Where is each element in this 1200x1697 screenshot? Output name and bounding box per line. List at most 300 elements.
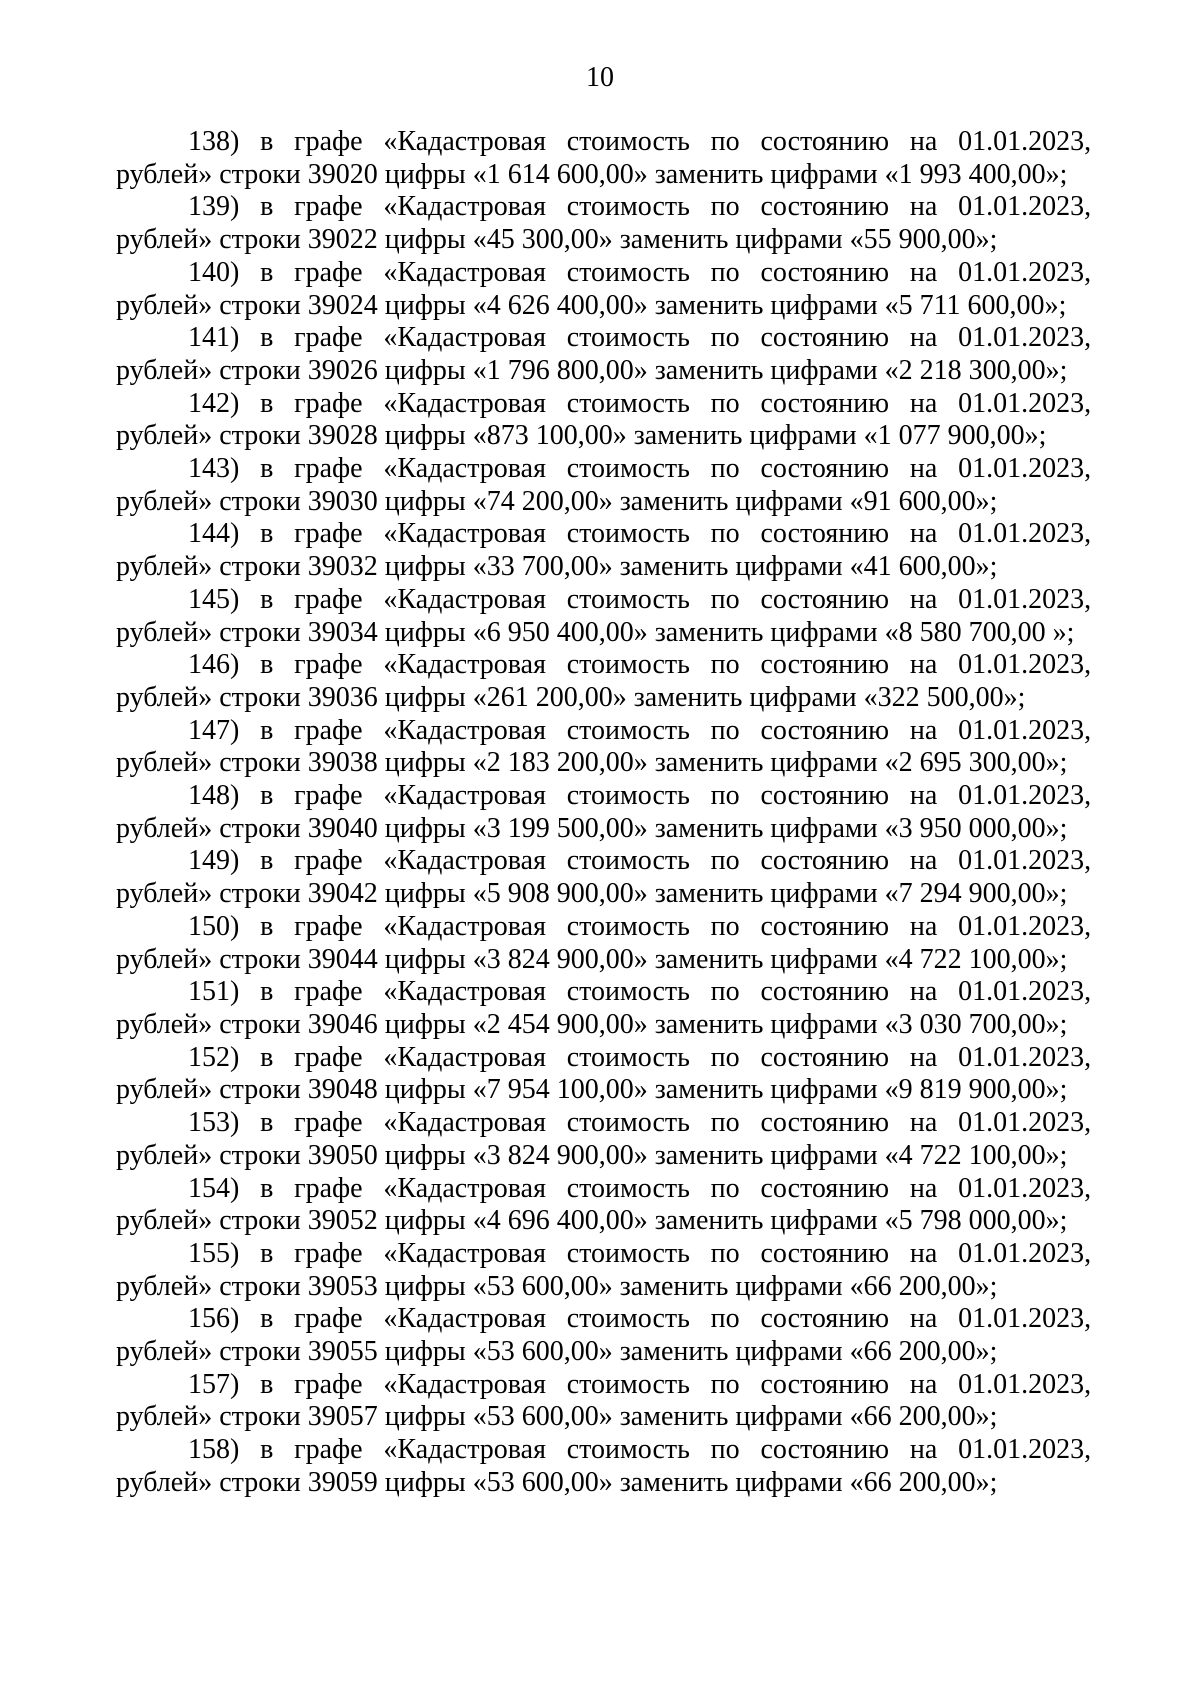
heading-word: 01.01.2023,: [958, 910, 1092, 942]
heading-word: «Кадастровая: [383, 845, 546, 877]
closing-punctuation: »;: [1044, 289, 1067, 321]
heading-word: графе: [294, 1107, 363, 1139]
heading-word: состоянию: [760, 649, 890, 681]
item-number: 147): [188, 714, 240, 746]
heading-word: по: [710, 910, 740, 942]
heading-word: графе: [294, 256, 363, 288]
old-value: 74 200,00: [486, 485, 599, 517]
rubles-row-text: рублей» строки: [116, 289, 308, 321]
heading-word: по: [710, 518, 740, 550]
item-number: 153): [188, 1107, 240, 1139]
heading-word: «Кадастровая: [383, 1434, 546, 1466]
heading-word: «Кадастровая: [383, 453, 546, 485]
closing-punctuation: »;: [1045, 158, 1068, 190]
old-value: 4 626 400,00: [486, 289, 634, 321]
amendment-line-detail: [116, 682, 1091, 715]
amendment-line-detail: [116, 551, 1091, 584]
heading-word: 01.01.2023,: [958, 1237, 1092, 1269]
heading-word: в: [260, 126, 274, 157]
heading-word: «Кадастровая: [383, 1172, 546, 1204]
amendment-list: [116, 126, 1091, 1500]
heading-word: «Кадастровая: [383, 322, 546, 354]
old-value: 1 796 800,00: [486, 354, 634, 386]
amendment-line-heading: [116, 780, 1091, 813]
new-value: 1 993 400,00: [898, 158, 1046, 190]
digits-text: цифры «: [377, 943, 487, 975]
old-value: 53 600,00: [486, 1270, 599, 1302]
heading-word: в: [260, 780, 274, 812]
item-number: 156): [188, 1303, 240, 1335]
old-value: 5 908 900,00: [486, 878, 634, 910]
heading-word: графе: [294, 910, 363, 942]
amendment-line-detail: [116, 1271, 1091, 1304]
heading-word: стоимость: [566, 1434, 690, 1466]
heading-word: на: [909, 649, 938, 681]
amendment-item: [116, 780, 1091, 845]
item-number: 154): [188, 1172, 240, 1204]
new-value: 66 200,00: [863, 1401, 976, 1433]
amendment-item: [116, 715, 1091, 780]
item-number: 148): [188, 780, 240, 812]
row-number: 39059: [307, 1466, 378, 1498]
old-value: 6 950 400,00: [486, 616, 634, 648]
row-number: 39032: [307, 551, 378, 583]
replace-text: » заменить цифрами «: [612, 681, 878, 713]
digits-text: цифры «: [377, 420, 487, 452]
heading-word: «Кадастровая: [383, 387, 546, 419]
amendment-line-heading: [116, 1173, 1091, 1206]
amendment-item: [116, 649, 1091, 714]
heading-word: графе: [294, 583, 363, 615]
amendment-item: [116, 1434, 1091, 1499]
heading-word: в: [260, 256, 274, 288]
item-number: 139): [188, 191, 240, 223]
new-value: 1 077 900,00: [877, 420, 1025, 452]
rubles-row-text: рублей» строки: [116, 158, 308, 190]
amendment-item: [116, 584, 1091, 649]
rubles-row-text: рублей» строки: [116, 1466, 308, 1498]
heading-word: на: [909, 714, 938, 746]
heading-word: стоимость: [566, 256, 690, 288]
heading-word: стоимость: [566, 453, 690, 485]
heading-word: состоянию: [760, 1041, 890, 1073]
heading-word: стоимость: [566, 1237, 690, 1269]
closing-punctuation: »;: [1045, 1074, 1068, 1106]
replace-text: » заменить цифрами «: [598, 1401, 864, 1433]
rubles-row-text: рублей» строки: [116, 1139, 308, 1171]
rubles-row-text: рублей» строки: [116, 354, 308, 386]
amendment-line-detail: [116, 1009, 1091, 1042]
row-number: 39053: [307, 1270, 378, 1302]
heading-word: состоянию: [760, 1172, 890, 1204]
item-number: 138): [188, 126, 240, 157]
digits-text: цифры «: [377, 878, 487, 910]
amendment-line-detail: [116, 355, 1091, 388]
heading-word: на: [909, 191, 938, 223]
heading-word: «Кадастровая: [383, 583, 546, 615]
heading-word: стоимость: [566, 518, 690, 550]
amendment-line-heading: [116, 257, 1091, 290]
amendment-line-heading: [116, 976, 1091, 1009]
rubles-row-text: рублей» строки: [116, 1401, 308, 1433]
heading-word: графе: [294, 976, 363, 1008]
heading-word: на: [909, 1107, 938, 1139]
replace-text: » заменить цифрами «: [633, 616, 899, 648]
heading-word: графе: [294, 453, 363, 485]
heading-word: «Кадастровая: [383, 1107, 546, 1139]
heading-word: графе: [294, 1172, 363, 1204]
replace-text: » заменить цифрами «: [633, 812, 899, 844]
row-number: 39044: [307, 943, 378, 975]
heading-word: состоянию: [760, 453, 890, 485]
replace-text: » заменить цифрами «: [633, 1074, 899, 1106]
heading-word: «Кадастровая: [383, 256, 546, 288]
closing-punctuation: »;: [1045, 1139, 1068, 1171]
heading-word: на: [909, 1237, 938, 1269]
digits-text: цифры «: [377, 747, 487, 779]
amendment-line-detail: [116, 1401, 1091, 1434]
heading-word: 01.01.2023,: [958, 1303, 1092, 1335]
row-number: 39050: [307, 1139, 378, 1171]
heading-word: 01.01.2023,: [958, 126, 1092, 157]
heading-word: в: [260, 649, 274, 681]
heading-word: состоянию: [760, 1303, 890, 1335]
old-value: 53 600,00: [486, 1336, 599, 1368]
old-value: 261 200,00: [486, 681, 613, 713]
heading-word: «Кадастровая: [383, 1041, 546, 1073]
amendment-item: [116, 1107, 1091, 1172]
heading-word: в: [260, 1237, 274, 1269]
heading-word: 01.01.2023,: [958, 1368, 1092, 1400]
closing-punctuation: »;: [975, 551, 998, 583]
heading-word: по: [710, 1434, 740, 1466]
amendment-line-heading: [116, 388, 1091, 421]
new-value: 41 600,00: [863, 551, 976, 583]
amendment-line-heading: [116, 1107, 1091, 1140]
heading-word: состоянию: [760, 191, 890, 223]
closing-punctuation: »;: [975, 1401, 998, 1433]
replace-text: » заменить цифрами «: [633, 158, 899, 190]
replace-text: » заменить цифрами «: [598, 551, 864, 583]
new-value: 66 200,00: [863, 1466, 976, 1498]
new-value: 7 294 900,00: [898, 878, 1046, 910]
amendment-line-heading: [116, 584, 1091, 617]
replace-text: » заменить цифрами «: [633, 1205, 899, 1237]
item-number: 140): [188, 256, 240, 288]
amendment-line-heading: [116, 322, 1091, 355]
new-value: 3 950 000,00: [898, 812, 1046, 844]
heading-word: в: [260, 714, 274, 746]
heading-word: состоянию: [760, 518, 890, 550]
rubles-row-text: рублей» строки: [116, 747, 308, 779]
heading-word: 01.01.2023,: [958, 453, 1092, 485]
heading-word: в: [260, 453, 274, 485]
new-value: 66 200,00: [863, 1336, 976, 1368]
new-value: 2 695 300,00: [898, 747, 1046, 779]
new-value: 91 600,00: [863, 485, 976, 517]
heading-word: в: [260, 1434, 274, 1466]
heading-word: графе: [294, 714, 363, 746]
amendment-line-heading: [116, 1303, 1091, 1336]
rubles-row-text: рублей» строки: [116, 878, 308, 910]
heading-word: состоянию: [760, 583, 890, 615]
new-value: 66 200,00: [863, 1270, 976, 1302]
row-number: 39026: [307, 354, 378, 386]
digits-text: цифры «: [377, 1336, 487, 1368]
new-value: 55 900,00: [863, 224, 976, 256]
heading-word: 01.01.2023,: [958, 1107, 1092, 1139]
heading-word: стоимость: [566, 126, 690, 157]
heading-word: по: [710, 126, 740, 157]
row-number: 39040: [307, 812, 378, 844]
new-value: 3 030 700,00: [898, 1008, 1046, 1040]
heading-word: состоянию: [760, 780, 890, 812]
digits-text: цифры «: [377, 224, 487, 256]
row-number: 39034: [307, 616, 378, 648]
heading-word: графе: [294, 1434, 363, 1466]
amendment-line-heading: [116, 1369, 1091, 1402]
heading-word: состоянию: [760, 387, 890, 419]
heading-word: по: [710, 453, 740, 485]
digits-text: цифры «: [377, 289, 487, 321]
row-number: 39036: [307, 681, 378, 713]
heading-word: «Кадастровая: [383, 126, 546, 157]
heading-word: состоянию: [760, 1434, 890, 1466]
replace-text: » заменить цифрами «: [612, 420, 878, 452]
digits-text: цифры «: [377, 354, 487, 386]
replace-text: » заменить цифрами «: [598, 224, 864, 256]
item-number: 141): [188, 322, 240, 354]
rubles-row-text: рублей» строки: [116, 224, 308, 256]
heading-word: 01.01.2023,: [958, 191, 1092, 223]
replace-text: » заменить цифрами «: [633, 1139, 899, 1171]
closing-punctuation: »;: [1045, 354, 1068, 386]
heading-word: состоянию: [760, 126, 890, 157]
new-value: 322 500,00: [877, 681, 1004, 713]
heading-word: стоимость: [566, 387, 690, 419]
heading-word: графе: [294, 518, 363, 550]
heading-word: стоимость: [566, 322, 690, 354]
amendment-line-detail: [116, 224, 1091, 257]
item-number: 150): [188, 910, 240, 942]
heading-word: на: [909, 1368, 938, 1400]
old-value: 2 183 200,00: [486, 747, 634, 779]
item-number: 151): [188, 976, 240, 1008]
heading-word: в: [260, 1041, 274, 1073]
amendment-line-detail: [116, 878, 1091, 911]
amendment-line-heading: [116, 1042, 1091, 1075]
rubles-row-text: рублей» строки: [116, 485, 308, 517]
replace-text: » заменить цифрами «: [598, 1270, 864, 1302]
heading-word: «Кадастровая: [383, 191, 546, 223]
heading-word: «Кадастровая: [383, 910, 546, 942]
amendment-line-detail: [116, 420, 1091, 453]
heading-word: состоянию: [760, 845, 890, 877]
heading-word: графе: [294, 845, 363, 877]
heading-word: состоянию: [760, 322, 890, 354]
row-number: 39038: [307, 747, 378, 779]
heading-word: по: [710, 1303, 740, 1335]
heading-word: по: [710, 256, 740, 288]
new-value: 8 580 700,00: [898, 616, 1046, 648]
heading-word: графе: [294, 322, 363, 354]
heading-word: на: [909, 1041, 938, 1073]
amendment-line-heading: [116, 1434, 1091, 1467]
heading-word: на: [909, 1303, 938, 1335]
amendment-line-detail: [116, 290, 1091, 323]
closing-punctuation: »;: [1045, 878, 1068, 910]
amendment-item: [116, 126, 1091, 191]
heading-word: «Кадастровая: [383, 976, 546, 1008]
digits-text: цифры «: [377, 681, 487, 713]
rubles-row-text: рублей» строки: [116, 1205, 308, 1237]
amendment-line-detail: [116, 617, 1091, 650]
row-number: 39048: [307, 1074, 378, 1106]
heading-word: состоянию: [760, 1107, 890, 1139]
closing-punctuation: »;: [975, 1270, 998, 1302]
closing-punctuation: »;: [975, 1466, 998, 1498]
heading-word: 01.01.2023,: [958, 518, 1092, 550]
amendment-line-heading: [116, 649, 1091, 682]
new-value: 2 218 300,00: [898, 354, 1046, 386]
heading-word: по: [710, 387, 740, 419]
digits-text: цифры «: [377, 1466, 487, 1498]
heading-word: стоимость: [566, 1107, 690, 1139]
item-number: 149): [188, 845, 240, 877]
heading-word: 01.01.2023,: [958, 387, 1092, 419]
amendment-item: [116, 976, 1091, 1041]
old-value: 53 600,00: [486, 1466, 599, 1498]
heading-word: состоянию: [760, 1237, 890, 1269]
heading-word: графе: [294, 1041, 363, 1073]
item-number: 158): [188, 1434, 240, 1466]
heading-word: 01.01.2023,: [958, 845, 1092, 877]
amendment-line-detail: [116, 1336, 1091, 1369]
heading-word: 01.01.2023,: [958, 583, 1092, 615]
closing-punctuation: »;: [1045, 943, 1068, 975]
heading-word: в: [260, 387, 274, 419]
amendment-line-heading: [116, 518, 1091, 551]
amendment-item: [116, 453, 1091, 518]
heading-word: 01.01.2023,: [958, 1434, 1092, 1466]
item-number: 146): [188, 649, 240, 681]
heading-word: «Кадастровая: [383, 518, 546, 550]
heading-word: на: [909, 780, 938, 812]
closing-punctuation: »;: [975, 224, 998, 256]
replace-text: » заменить цифрами «: [633, 943, 899, 975]
heading-word: по: [710, 1107, 740, 1139]
new-value: 5 711 600,00: [898, 289, 1045, 321]
old-value: 3 824 900,00: [486, 943, 634, 975]
heading-word: на: [909, 256, 938, 288]
amendment-line-heading: [116, 453, 1091, 486]
amendment-line-heading: [116, 1238, 1091, 1271]
heading-word: стоимость: [566, 1041, 690, 1073]
heading-word: в: [260, 1303, 274, 1335]
closing-punctuation: »;: [975, 1336, 998, 1368]
heading-word: в: [260, 1368, 274, 1400]
digits-text: цифры «: [377, 1008, 487, 1040]
amendment-item: [116, 257, 1091, 322]
amendment-line-detail: [116, 1467, 1091, 1500]
new-value: 5 798 000,00: [898, 1205, 1046, 1237]
old-value: 53 600,00: [486, 1401, 599, 1433]
heading-word: «Кадастровая: [383, 714, 546, 746]
rubles-row-text: рублей» строки: [116, 812, 308, 844]
replace-text: » заменить цифрами «: [633, 354, 899, 386]
old-value: 33 700,00: [486, 551, 599, 583]
digits-text: цифры «: [377, 158, 487, 190]
heading-word: по: [710, 976, 740, 1008]
amendment-item: [116, 191, 1091, 256]
closing-punctuation: »;: [1024, 420, 1047, 452]
amendment-item: [116, 518, 1091, 583]
row-number: 39046: [307, 1008, 378, 1040]
heading-word: в: [260, 583, 274, 615]
old-value: 45 300,00: [486, 224, 599, 256]
heading-word: на: [909, 976, 938, 1008]
amendment-line-detail: [116, 1205, 1091, 1238]
heading-word: графе: [294, 649, 363, 681]
closing-punctuation: »;: [1003, 681, 1026, 713]
replace-text: » заменить цифрами «: [633, 878, 899, 910]
heading-word: графе: [294, 191, 363, 223]
amendment-item: [116, 845, 1091, 910]
rubles-row-text: рублей» строки: [116, 616, 308, 648]
digits-text: цифры «: [377, 1270, 487, 1302]
heading-word: состоянию: [760, 714, 890, 746]
item-number: 143): [188, 453, 240, 485]
heading-word: на: [909, 1434, 938, 1466]
amendment-line-heading: [116, 715, 1091, 748]
digits-text: цифры «: [377, 1401, 487, 1433]
heading-word: «Кадастровая: [383, 780, 546, 812]
heading-word: графе: [294, 1303, 363, 1335]
row-number: 39052: [307, 1205, 378, 1237]
row-number: 39024: [307, 289, 378, 321]
old-value: 4 696 400,00: [486, 1205, 634, 1237]
digits-text: цифры «: [377, 1074, 487, 1106]
rubles-row-text: рублей» строки: [116, 1336, 308, 1368]
heading-word: по: [710, 191, 740, 223]
rubles-row-text: рублей» строки: [116, 943, 308, 975]
item-number: 144): [188, 518, 240, 550]
replace-text: » заменить цифрами «: [633, 1008, 899, 1040]
heading-word: 01.01.2023,: [958, 1041, 1092, 1073]
heading-word: стоимость: [566, 191, 690, 223]
row-number: 39057: [307, 1401, 378, 1433]
amendment-item: [116, 1303, 1091, 1368]
heading-word: 01.01.2023,: [958, 322, 1092, 354]
heading-word: по: [710, 845, 740, 877]
heading-word: по: [710, 1368, 740, 1400]
heading-word: состоянию: [760, 256, 890, 288]
rubles-row-text: рублей» строки: [116, 551, 308, 583]
heading-word: на: [909, 126, 938, 157]
heading-word: по: [710, 714, 740, 746]
replace-text: » заменить цифрами «: [633, 289, 899, 321]
rubles-row-text: рублей» строки: [116, 1074, 308, 1106]
row-number: 39042: [307, 878, 378, 910]
heading-word: графе: [294, 387, 363, 419]
heading-word: по: [710, 780, 740, 812]
heading-word: на: [909, 453, 938, 485]
amendment-line-detail: [116, 813, 1091, 846]
heading-word: «Кадастровая: [383, 1368, 546, 1400]
row-number: 39055: [307, 1336, 378, 1368]
row-number: 39030: [307, 485, 378, 517]
heading-word: стоимость: [566, 845, 690, 877]
